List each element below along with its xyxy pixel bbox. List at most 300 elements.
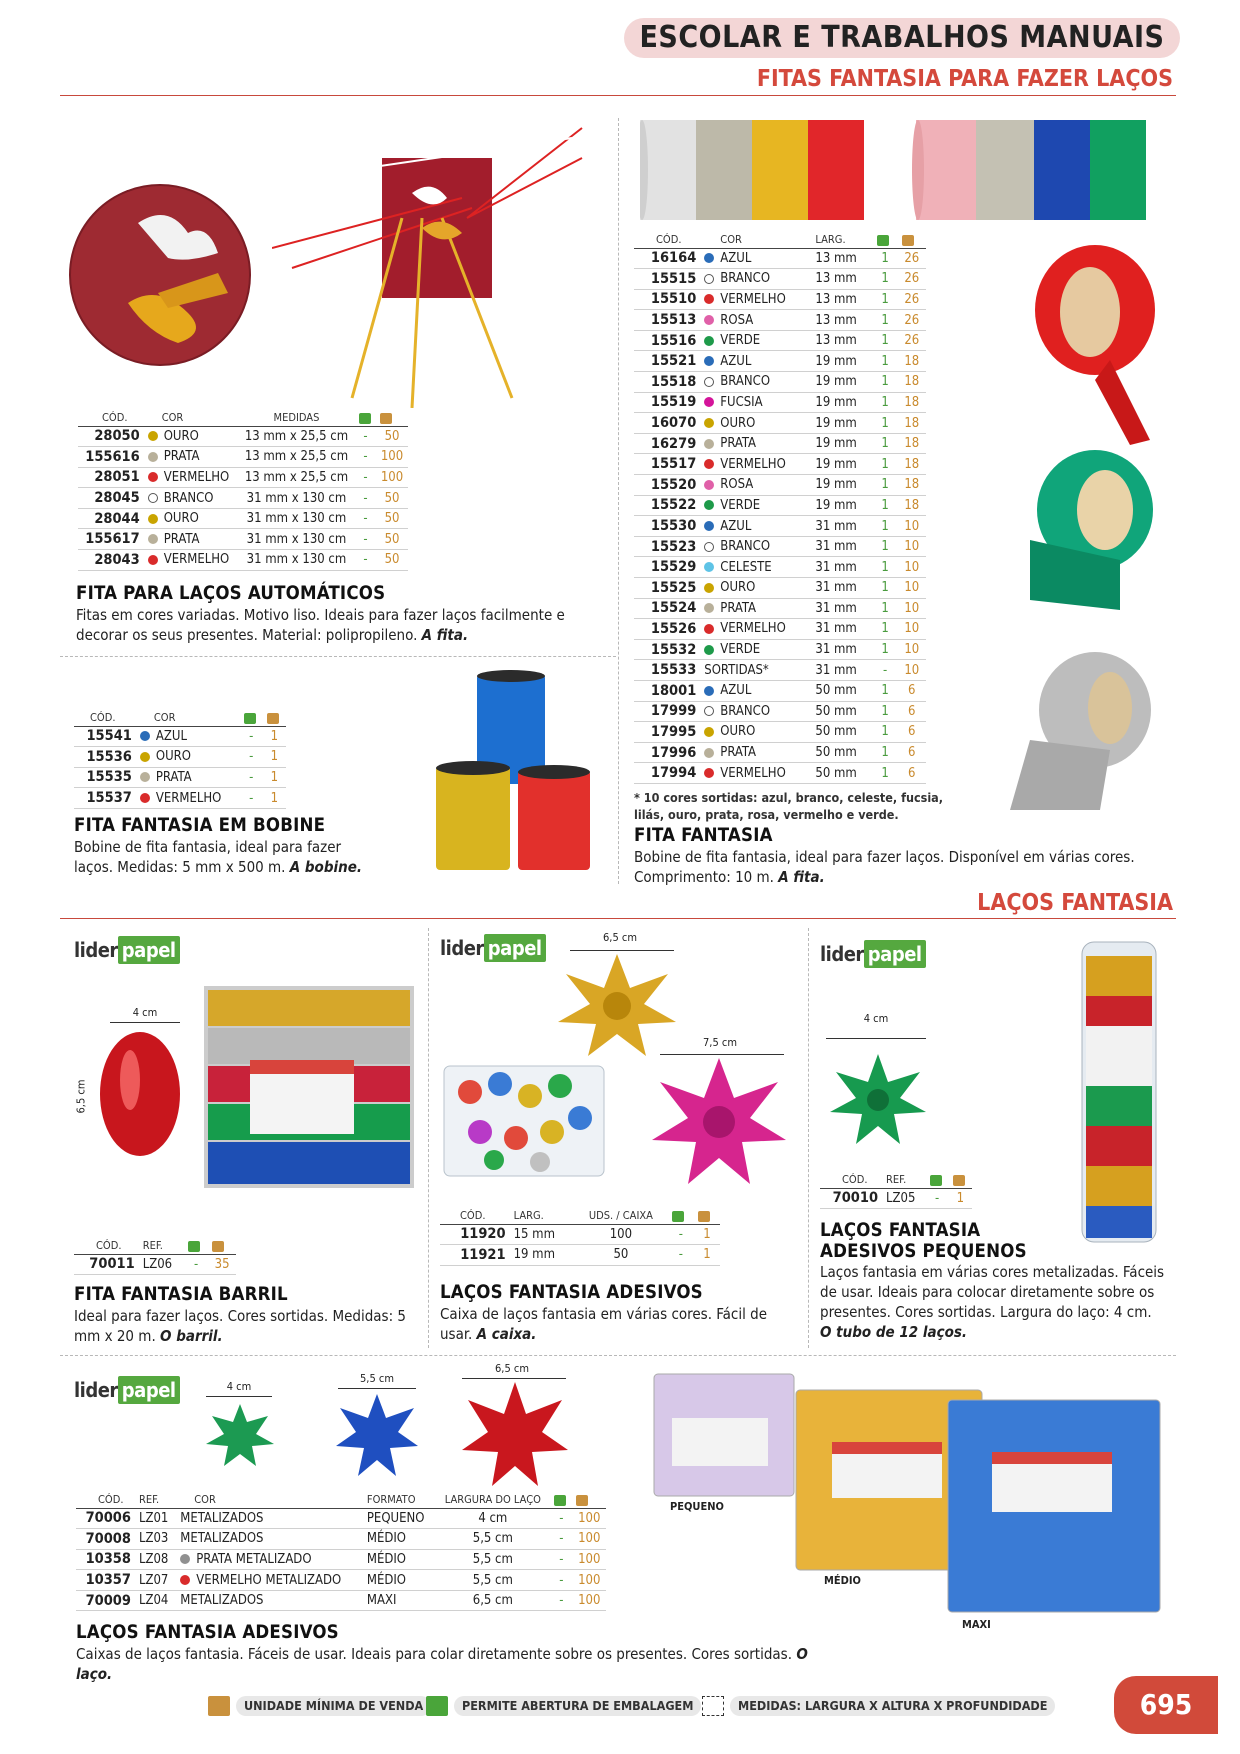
table-row [634, 289, 926, 310]
min-unit-value: 100 [572, 1570, 606, 1591]
color-name: BRANCO [720, 539, 771, 555]
open-pack-value: 1 [873, 392, 898, 413]
uds-cell: 50 [574, 1245, 668, 1266]
color-dot [704, 562, 714, 572]
color-dot [704, 377, 714, 387]
color-name: BRANCO [720, 374, 771, 390]
color-name: AZUL [155, 728, 187, 744]
larg-cell: 50 mm [811, 742, 872, 763]
min-unit-value: 10 [898, 536, 926, 557]
box-icon [376, 410, 408, 426]
color-cell [700, 475, 811, 496]
color-cell [136, 747, 240, 768]
table-row [76, 1508, 606, 1529]
min-unit-value: 18 [898, 433, 926, 454]
table-row [634, 598, 926, 619]
table-row [78, 426, 408, 447]
color-name: PRATA [155, 769, 192, 785]
med-cell: 31 mm x 130 cm [238, 529, 355, 550]
open-pack-value: - [668, 1245, 694, 1266]
table-row [440, 1224, 720, 1245]
bow-boxes-photo [652, 1372, 1162, 1614]
color-dot [704, 768, 714, 778]
color-cell [700, 578, 811, 599]
min-unit-value: 50 [376, 426, 408, 447]
color-dot [704, 521, 714, 531]
section-title-fitas: FITAS FANTASIA PARA FAZER LAÇOS [756, 66, 1173, 92]
table-row [634, 248, 926, 269]
color-dot [704, 274, 714, 284]
larg-cell: 31 mm [811, 598, 872, 619]
product-title: FITA FANTASIA [634, 825, 773, 846]
color-cell [700, 660, 811, 681]
min-unit-value: 1 [263, 788, 286, 809]
open-pack-value: - [355, 488, 376, 509]
legend-label: PERMITE ABERTURA DE EMBALAGEM [454, 1696, 701, 1716]
color-cell [700, 536, 811, 557]
open-pack-value: 1 [873, 619, 898, 640]
color-cell [700, 598, 811, 619]
larg-cell: 13 mm [811, 248, 872, 269]
product-title: LAÇOS FANTASIA ADESIVOS [76, 1622, 339, 1643]
color-name: VERDE [720, 497, 761, 513]
col-cor: COR [176, 1492, 363, 1508]
min-unit-value: 26 [898, 330, 926, 351]
brand-logo: lider papel [820, 942, 926, 966]
box-icon [208, 1696, 230, 1716]
legend-label: UNIDADE MÍNIMA DE VENDA [236, 1696, 431, 1716]
dimension-line [338, 1388, 416, 1389]
color-dot [148, 555, 158, 565]
col-larg: LARG. [811, 232, 872, 248]
open-pack-value: - [550, 1549, 572, 1570]
product-description: Laços fantasia em várias cores metalizadas. Fáceis de usar. Ideais para colocar diretamente sobre os presentes. Cores sortidas. Largura do laço: 4 cm. O tubo de 12 laços. [820, 1263, 1165, 1341]
larg-cell: 31 mm [811, 536, 872, 557]
product-code: 18001 [634, 680, 700, 701]
gift-icon [550, 1492, 572, 1508]
open-pack-value: - [550, 1529, 572, 1550]
product-description: Fitas em cores variadas. Motivo liso. Ideais para fazer laços facilmente e decorar os seus presentes. Material: polipropileno. A fita. [76, 606, 565, 644]
product-code: 15535 [74, 767, 136, 788]
open-pack-value: - [240, 767, 263, 788]
open-pack-value: 1 [873, 413, 898, 434]
color-dot [148, 452, 158, 462]
larg7-cell: 4 cm [435, 1508, 550, 1529]
color-name: OURO [155, 749, 191, 765]
box-icon [263, 710, 286, 726]
color-name: VERMELHO [163, 552, 230, 568]
dimension-width: 4 cm [863, 1012, 889, 1025]
color-cell [144, 426, 238, 447]
min-unit-value: 18 [898, 454, 926, 475]
product-code: 70011 [74, 1254, 139, 1275]
color-dot [148, 431, 158, 441]
product-code: 15513 [634, 310, 700, 331]
color-cell [700, 248, 811, 269]
ribbon-rolls-photo [640, 118, 1166, 224]
medium-bow-photo [334, 1392, 420, 1478]
table-row [78, 467, 408, 488]
color-name: VERMELHO [720, 621, 786, 637]
maxi-bow-photo [460, 1380, 570, 1488]
min-unit-value: 18 [898, 392, 926, 413]
color-cell [144, 508, 238, 529]
color-cell [700, 413, 811, 434]
color-cell [700, 269, 811, 290]
larg-cell: 19 mm [811, 351, 872, 372]
open-pack-value: - [550, 1590, 572, 1611]
product-code: 15518 [634, 372, 700, 393]
box-icon [208, 1238, 236, 1254]
ribbon-barrel-photo [98, 1030, 182, 1158]
med-cell: 31 mm x 130 cm [238, 508, 355, 529]
dimension-width: 7,5 cm [703, 1036, 737, 1049]
product-code: 15522 [634, 495, 700, 516]
col-cod: CÓD. [634, 232, 700, 248]
larg-cell: 31 mm [811, 619, 872, 640]
larg-cell: 19 mm [811, 433, 872, 454]
min-unit-value: 100 [572, 1529, 606, 1550]
min-unit-value: 50 [376, 508, 408, 529]
color-cell [700, 619, 811, 640]
larg-cell: 50 mm [811, 763, 872, 784]
product-code: 28043 [78, 550, 144, 571]
footer-legend-measures [702, 1696, 1055, 1716]
product-code: 15517 [634, 454, 700, 475]
larg7-cell: 5,5 cm [435, 1570, 550, 1591]
color-dot [704, 418, 714, 428]
color-cell [144, 529, 238, 550]
table-row [78, 447, 408, 468]
med-cell: 13 mm x 25,5 cm [238, 447, 355, 468]
col-cor: COR [136, 710, 240, 726]
color-name: VERMELHO [163, 469, 230, 485]
larg-cell: 13 mm [811, 269, 872, 290]
color-cell [176, 1508, 363, 1529]
table-row [634, 722, 926, 743]
bows-box-photo [440, 1062, 608, 1180]
column-divider [808, 928, 809, 1348]
fita-fantasia-table [634, 232, 926, 784]
box-icon [572, 1492, 606, 1508]
color-name: OURO [720, 724, 756, 740]
row-divider [60, 1355, 1176, 1356]
open-pack-value: - [184, 1254, 208, 1275]
product-code: 70006 [76, 1508, 135, 1529]
min-unit-value: 26 [898, 310, 926, 331]
color-name: VERDE [720, 333, 761, 349]
color-name: BRANCO [720, 703, 771, 719]
color-cell [700, 433, 811, 454]
product-code: 15516 [634, 330, 700, 351]
open-pack-value: 1 [873, 557, 898, 578]
open-pack-value: - [355, 467, 376, 488]
ref-cell: LZ05 [882, 1188, 925, 1209]
product-code: 155617 [78, 529, 144, 550]
table-row [634, 701, 926, 722]
open-pack-value: - [355, 508, 376, 529]
larg-cell: 15 mm [510, 1224, 574, 1245]
open-pack-value: - [355, 426, 376, 447]
open-pack-value: - [240, 788, 263, 809]
table-row [820, 1188, 972, 1209]
color-name: METALIZADOS [180, 1531, 264, 1547]
table-row [76, 1570, 606, 1591]
product-description: Caixas de laços fantasia. Fáceis de usar. Ideais para colar diretamente sobre os presentes. Cores sortidas. O laço. [76, 1645, 808, 1683]
table-row [634, 742, 926, 763]
larg-cell: 19 mm [811, 413, 872, 434]
min-unit-value: 10 [898, 578, 926, 599]
larg-cell: 50 mm [811, 701, 872, 722]
color-cell [700, 330, 811, 351]
color-name: ROSA [720, 312, 754, 328]
larg7-cell: 5,5 cm [435, 1529, 550, 1550]
color-name: AZUL [720, 353, 752, 369]
product-code: 15510 [634, 289, 700, 310]
product-code: 15530 [634, 516, 700, 537]
color-dot [704, 336, 714, 346]
larg7-cell: 6,5 cm [435, 1590, 550, 1611]
color-cell [700, 351, 811, 372]
min-unit-value: 1 [694, 1224, 720, 1245]
larg-cell: 19 mm [811, 475, 872, 496]
min-unit-value: 1 [263, 747, 286, 768]
table-row [634, 763, 926, 784]
fmt-cell: MÉDIO [363, 1549, 435, 1570]
product-code: 17995 [634, 722, 700, 743]
product-code: 15526 [634, 619, 700, 640]
gift-icon [426, 1696, 448, 1716]
color-name: ROSA [720, 477, 754, 493]
color-name: OURO [163, 511, 199, 527]
sortidas-note: * 10 cores sortidas: azul, branco, celeste, fucsia, lilás, ouro, prata, rosa, vermelho e verde. [634, 790, 944, 822]
min-unit-value: 100 [572, 1590, 606, 1611]
min-unit-value: 18 [898, 495, 926, 516]
open-pack-value: 1 [873, 289, 898, 310]
product-code: 28045 [78, 488, 144, 509]
open-pack-value: - [668, 1224, 694, 1245]
col-cod: CÓD. [74, 710, 136, 726]
open-pack-value: 1 [873, 372, 898, 393]
min-unit-value: 35 [208, 1254, 236, 1275]
legend-label: MEDIDAS: LARGURA X ALTURA X PROFUNDIDADE [730, 1696, 1055, 1716]
color-cell [700, 516, 811, 537]
color-cell [700, 701, 811, 722]
min-unit-value: 10 [898, 619, 926, 640]
column-divider [428, 928, 429, 1348]
uds-cell: 100 [574, 1224, 668, 1245]
min-unit-value: 10 [898, 598, 926, 619]
larg-cell: 13 mm [811, 289, 872, 310]
col-ref: REF. [882, 1172, 925, 1188]
min-unit-value: 18 [898, 413, 926, 434]
larg-cell: 31 mm [811, 578, 872, 599]
open-pack-value: - [550, 1570, 572, 1591]
open-pack-value: - [926, 1188, 949, 1209]
product-code: 15541 [74, 726, 136, 747]
ref-cell: LZ08 [135, 1549, 176, 1570]
dimension-width: 6,5 cm [603, 931, 637, 944]
open-pack-value: - [240, 726, 263, 747]
open-pack-value: - [355, 550, 376, 571]
color-cell [700, 392, 811, 413]
ribbon-reels-photo [1010, 240, 1170, 812]
open-pack-value: 1 [873, 310, 898, 331]
min-unit-value: 1 [694, 1245, 720, 1266]
color-name: CELESTE [720, 559, 772, 575]
page-header-title: ESCOLAR E TRABALHOS MANUAIS [624, 18, 1180, 58]
color-dot [704, 480, 714, 490]
footer-legend-open-pack [426, 1696, 701, 1716]
dimension-width: 4 cm [132, 1006, 158, 1019]
table-row [634, 578, 926, 599]
col-uds: UDS. / CAIXA [574, 1208, 668, 1224]
color-dot [140, 772, 150, 782]
gift-icon [873, 232, 898, 248]
color-dot [148, 534, 158, 544]
product-code: 11921 [440, 1245, 510, 1266]
table-row [78, 488, 408, 509]
section-title-lacos: LAÇOS FANTASIA [977, 890, 1173, 916]
table-row [634, 351, 926, 372]
color-name: PRATA [720, 600, 757, 616]
min-unit-value: 6 [898, 680, 926, 701]
open-pack-value: 1 [873, 433, 898, 454]
brand-logo: lider papel [440, 936, 546, 960]
open-pack-value: 1 [873, 454, 898, 475]
barril-table [74, 1238, 236, 1275]
ref-cell: LZ03 [135, 1529, 176, 1550]
color-name: PRATA [720, 436, 757, 452]
fmt-cell: MÉDIO [363, 1570, 435, 1591]
table-row [634, 475, 926, 496]
col-cod: CÓD. [78, 410, 144, 426]
open-pack-value: - [355, 447, 376, 468]
open-pack-value: 1 [873, 578, 898, 599]
color-cell [700, 763, 811, 784]
col-ref: REF. [139, 1238, 184, 1254]
ribbon-bow-photo [68, 183, 252, 367]
table-row [634, 330, 926, 351]
col-cor: COR [700, 232, 811, 248]
open-pack-value: - [873, 660, 898, 681]
product-code: 28050 [78, 426, 144, 447]
open-pack-value: 1 [873, 516, 898, 537]
product-code: 17994 [634, 763, 700, 784]
table-row [634, 392, 926, 413]
dimension-line [206, 1396, 272, 1397]
open-pack-value: - [355, 529, 376, 550]
table-row [74, 767, 286, 788]
color-name: VERMELHO [720, 765, 786, 781]
green-bow-photo [826, 1052, 930, 1148]
color-name: VERMELHO [155, 790, 222, 806]
row-divider [60, 656, 616, 657]
min-unit-value: 18 [898, 372, 926, 393]
product-code: 15537 [74, 788, 136, 809]
color-dot [140, 752, 150, 762]
color-dot [704, 500, 714, 510]
open-pack-value: 1 [873, 495, 898, 516]
min-unit-value: 1 [263, 726, 286, 747]
table-row [634, 536, 926, 557]
dimension-line [462, 1378, 566, 1379]
color-name: PRATA [720, 745, 757, 761]
color-name: AZUL [720, 683, 752, 699]
gift-icon [668, 1208, 694, 1224]
color-name: VERMELHO [720, 456, 786, 472]
color-cell [700, 742, 811, 763]
med-cell: 13 mm x 25,5 cm [238, 426, 355, 447]
min-unit-value: 1 [263, 767, 286, 788]
color-name: METALIZADOS [180, 1593, 264, 1609]
size-label-maxi: MAXI [962, 1618, 991, 1631]
table-row [78, 550, 408, 571]
color-name: PRATA [163, 531, 200, 547]
gift-icon [240, 710, 263, 726]
table-row [634, 516, 926, 537]
gift-icon [355, 410, 376, 426]
ref-cell: LZ07 [135, 1570, 176, 1591]
larg7-cell: 5,5 cm [435, 1549, 550, 1570]
color-dot [140, 793, 150, 803]
product-title: FITA PARA LAÇOS AUTOMÁTICOS [76, 583, 386, 604]
color-cell [144, 488, 238, 509]
dimensions-icon [702, 1696, 724, 1716]
color-cell [176, 1529, 363, 1550]
table-row [634, 413, 926, 434]
box-icon [949, 1172, 972, 1188]
larg-cell: 19 mm [510, 1245, 574, 1266]
open-pack-value: 1 [873, 536, 898, 557]
section-rule [60, 918, 1176, 919]
color-name: VERDE [720, 642, 761, 658]
lacos-adesivos-caixa-table [440, 1208, 720, 1266]
ref-cell: LZ06 [139, 1254, 184, 1275]
color-dot [704, 603, 714, 613]
fmt-cell: MÉDIO [363, 1529, 435, 1550]
product-code: 16070 [634, 413, 700, 434]
table-row [634, 495, 926, 516]
product-code: 70008 [76, 1529, 135, 1550]
color-cell [144, 447, 238, 468]
larg-cell: 13 mm [811, 310, 872, 331]
med-cell: 31 mm x 130 cm [238, 550, 355, 571]
dimension-line [660, 1054, 784, 1055]
open-pack-value: 1 [873, 248, 898, 269]
table-row [634, 680, 926, 701]
min-unit-value: 10 [898, 660, 926, 681]
color-dot [180, 1554, 190, 1564]
min-unit-value: 100 [572, 1508, 606, 1529]
table-row [74, 747, 286, 768]
color-dot [148, 472, 158, 482]
color-dot [704, 294, 714, 304]
min-unit-value: 100 [376, 447, 408, 468]
table-row [634, 454, 926, 475]
section-rule [60, 95, 1176, 96]
dimension-line [570, 950, 674, 951]
open-pack-value: 1 [873, 680, 898, 701]
open-pack-value: 1 [873, 351, 898, 372]
product-code: 70009 [76, 1590, 135, 1611]
open-pack-value: 1 [873, 330, 898, 351]
table-row [78, 529, 408, 550]
open-pack-value: 1 [873, 269, 898, 290]
min-unit-value: 1 [949, 1188, 972, 1209]
size-label-medium: MÉDIO [824, 1574, 861, 1587]
open-pack-value: 1 [873, 701, 898, 722]
